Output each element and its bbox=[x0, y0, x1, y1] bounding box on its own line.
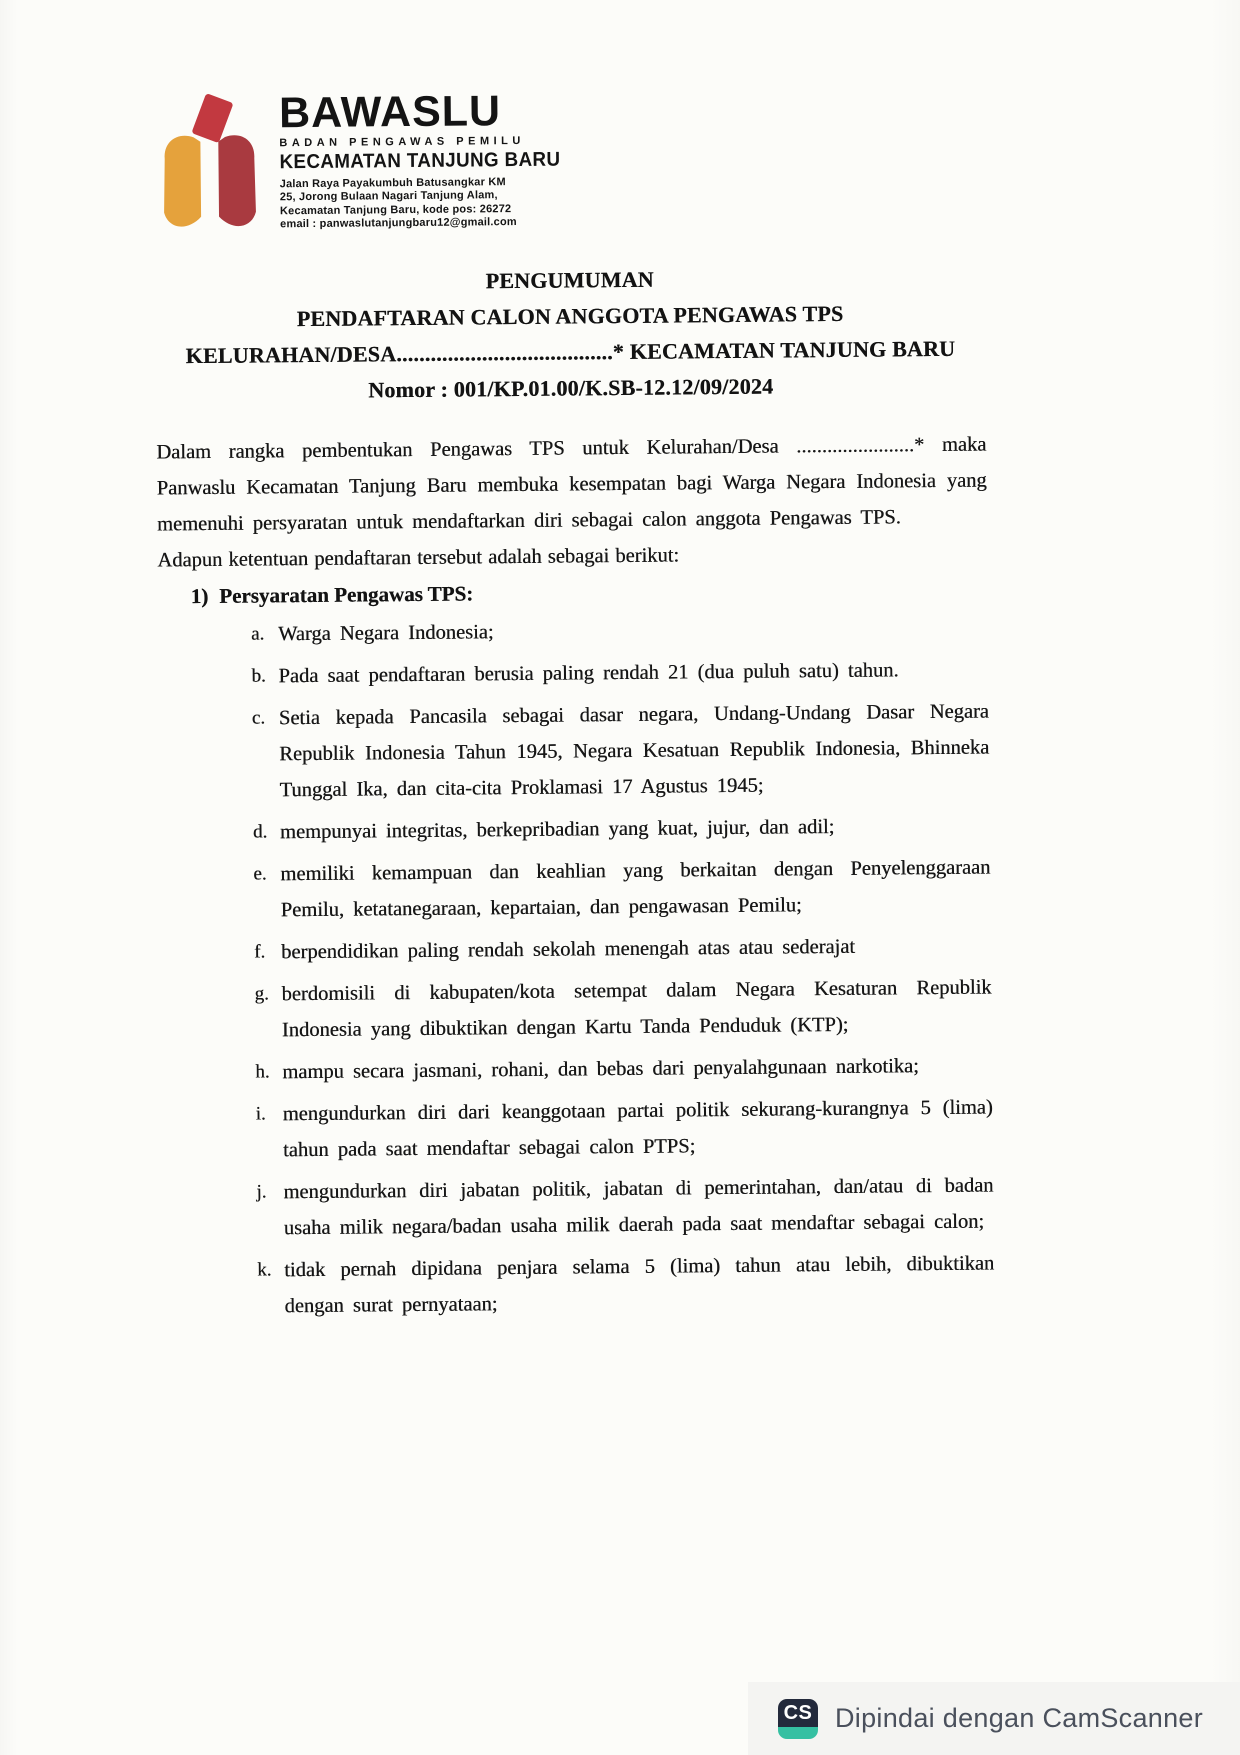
section-1-number: 1) bbox=[190, 583, 209, 609]
list-item bbox=[162, 1047, 992, 1091]
section-1-heading bbox=[158, 570, 988, 615]
org-email: email : panwaslutanjungbaru12@gmail.com bbox=[280, 216, 517, 231]
bawaslu-logo-icon bbox=[153, 87, 266, 238]
list-item-label: a. bbox=[250, 623, 265, 645]
list-item-label: h. bbox=[255, 1061, 270, 1083]
camscanner-icon-letters: CS bbox=[783, 1701, 813, 1724]
org-name: BAWASLU bbox=[278, 87, 502, 138]
requirements-list bbox=[158, 609, 995, 1325]
list-item bbox=[163, 1089, 994, 1169]
list-item-label: j. bbox=[256, 1181, 267, 1203]
org-unit: KECAMATAN TANJUNG BARU bbox=[279, 148, 561, 174]
list-item-text: Setia kepada Pancasila sebagai dasar negara, Undang-Undang Dasar Negara Republik Indonesia Tahun 1945, Negara Kesatuan Republik Indonesia, Bhinneka Tunggal Ika, dan cita-cita Proklamasi 17 Agustus 1945; bbox=[278, 700, 990, 802]
title-line-kelurahan: KELURAHAN/DESA......................................* KECAMATAN TANJUNG BARU bbox=[185, 335, 956, 369]
org-address-line1: Jalan Raya Payakumbuh Batusangkar KM bbox=[279, 175, 506, 191]
list-item bbox=[161, 969, 992, 1049]
list-item-text: mempunyai integritas, berkepribadian yang kuat, jujur, dan adil; bbox=[279, 815, 835, 844]
document-number: Nomor : 001/KP.01.00/K.SB-12.12/09/2024 bbox=[368, 373, 774, 403]
letterhead bbox=[153, 81, 984, 245]
list-item-label: d. bbox=[252, 821, 268, 843]
title-line-registration: PENDAFTARAN CALON ANGGOTA PENGAWAS TPS bbox=[296, 300, 844, 332]
list-item bbox=[164, 1245, 995, 1325]
title-line-announcement: PENGUMUMAN bbox=[485, 266, 654, 294]
org-subtitle: BADAN PENGAWAS PEMILU bbox=[279, 134, 525, 150]
paragraph-lead-in: Adapun ketentuan pendaftaran tersebut adalah sebagai berikut: bbox=[157, 544, 680, 572]
list-item-text: Pada saat pendaftaran berusia paling rendah 21 (dua puluh satu) tahun. bbox=[278, 659, 899, 688]
list-item-text: mengundurkan diri dari keanggotaan partai politik sekurang-kurangnya 5 (lima) tahun pada saat mendaftar sebagai calon PTPS; bbox=[282, 1096, 993, 1162]
document-body bbox=[156, 427, 995, 1326]
list-item bbox=[158, 609, 988, 653]
list-item-text: tidak pernah dipidana penjara selama 5 (lima) tahun atau lebih, dibuktikan dengan surat pernyataan; bbox=[284, 1252, 995, 1318]
list-item-label: b. bbox=[251, 665, 266, 687]
list-item bbox=[161, 927, 991, 971]
list-item-text: memiliki kemampuan dan keahlian yang berkaitan dengan Penyelenggaraan Pemilu, ketatanegaraan, kepartaian, dan pengawasan Pemilu; bbox=[280, 856, 991, 922]
list-item-text: berpendidikan paling rendah sekolah menengah atas atau sederajat bbox=[281, 935, 856, 964]
org-address-line2: 25, Jorong Bulaan Nagari Tanjung Alam, bbox=[279, 189, 498, 204]
list-item-label: e. bbox=[253, 863, 267, 885]
list-item-text: Warga Negara Indonesia; bbox=[277, 621, 494, 646]
list-item-text: mengundurkan diri jabatan politik, jabatan di pemerintahan, dan/atau di badan usaha milik negara/badan usaha milik daerah pada saat mendaftar sebagai calon; bbox=[283, 1174, 994, 1240]
list-item bbox=[160, 849, 991, 929]
list-item bbox=[160, 807, 990, 851]
section-1-title: Persyaratan Pengawas TPS: bbox=[219, 581, 474, 608]
list-item bbox=[158, 651, 988, 695]
camscanner-text: Dipindai dengan CamScanner bbox=[835, 1703, 1204, 1733]
list-item-label: g. bbox=[254, 983, 269, 1005]
list-item-label: k. bbox=[257, 1259, 272, 1281]
document-title-block bbox=[155, 259, 986, 411]
list-item bbox=[159, 693, 990, 809]
list-item-text: mampu secara jasmani, rohani, dan bebas dari penyalahgunaan narkotika; bbox=[282, 1055, 919, 1084]
paragraph-intro: Dalam rangka pembentukan Pengawas TPS untuk Kelurahan/Desa .......................* maka Panwaslu Kecamatan Tanjung Baru membuka kesempatan bagi Warga Negara Indonesia yang memenuhi persyaratan untuk mendaftarkan diri sebagai calon anggota Pengawas TPS. bbox=[156, 433, 987, 536]
list-item-label: c. bbox=[251, 707, 266, 729]
org-address bbox=[280, 175, 579, 232]
list-item bbox=[163, 1167, 994, 1247]
list-item-label: i. bbox=[255, 1103, 266, 1125]
list-item-text: berdomisili di kabupaten/kota setempat dalam Negara Kesaturan Republik Indonesia yang dibuktikan dengan Kartu Tanda Penduduk (KTP); bbox=[281, 976, 992, 1042]
camscanner-watermark bbox=[748, 1682, 1240, 1755]
letterhead-text bbox=[279, 84, 579, 243]
camscanner-icon bbox=[778, 1699, 818, 1739]
org-address-line3: Kecamatan Tanjung Baru, kode pos: 26272 bbox=[279, 202, 512, 218]
list-item-label: f. bbox=[254, 941, 266, 963]
